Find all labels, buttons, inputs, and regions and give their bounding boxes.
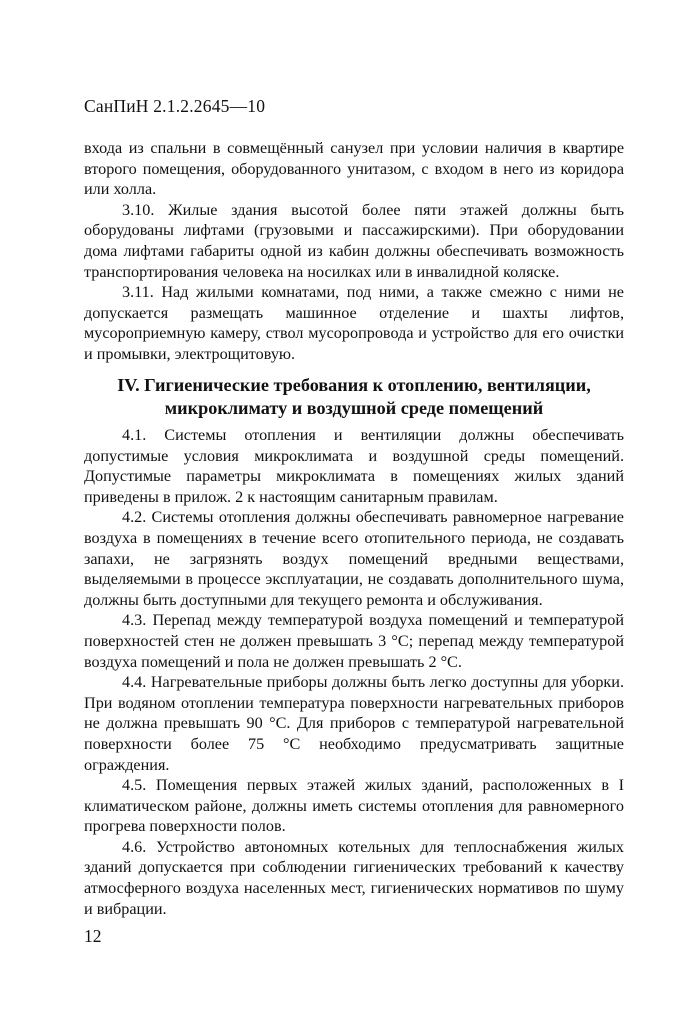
section-4-heading xyxy=(84,374,624,419)
paragraph-4-1: 4.1. Системы отопления и вентиляции должны обеспечивать допустимые условия микроклимата и воздушной среды помещений. Допустимые параметры микроклимата в помещениях жилых зданий приведены в прилож. 2 к настоящим санитарным правилам. xyxy=(84,426,624,506)
paragraph-4-5: 4.5. Помещения первых этажей жилых зданий, расположенных в I климатическом районе, должны иметь системы отопления для равномерного прогрева поверхности полов. xyxy=(84,776,624,836)
section-4-heading-line-2: микроклимату и воздушной среде помещений xyxy=(164,397,544,418)
paragraph-4-4: 4.4. Нагревательные приборы должны быть легко доступны для уборки. При водяном отоплении температура поверхности нагревательных приборов не должна превышать 90 °С. Для приборов с температурой нагревательной поверхности более 75 °С необходимо предусматривать защитные ограждения. xyxy=(84,673,624,774)
paragraph-4-2: 4.2. Системы отопления должны обеспечивать равномерное нагревание воздуха в помещениях в течение всего отопительного периода, не создавать запахи, не загрязнять воздух помещений вредными веществами, выделяемыми в процессе эксплуатации, не создавать дополнительного шума, должны быть доступными для текущего ремонта и обслуживания. xyxy=(84,508,624,609)
section-4-body xyxy=(84,425,624,919)
section-4-heading-line-1: IV. Гигиенические требования к отоплению, вентиляции, xyxy=(117,375,591,395)
paragraph-4-6: 4.6. Устройство автономных котельных для теплоснабжения жилых зданий допускается при соблюдении гигиенических требований к качеству атмосферного воздуха населенных мест, гигиенических нормативов по шуму и вибрации. xyxy=(84,837,624,918)
paragraph-3-9-continued: входа из спальни в совмещённый санузел при условии наличия в квартире второго помещения, оборудованного унитазом, с входом в него из коридора или холла. xyxy=(84,139,624,199)
page-number: 12 xyxy=(84,926,102,946)
section-3-continued xyxy=(84,138,624,365)
paragraph-3-10: 3.10. Жилые здания высотой более пяти этажей должны быть оборудованы лифтами (грузовыми и пассажирскими). При оборудовании дома лифтами габариты одной из кабин должны обеспечивать возможность транспортирования человека на носилках или в инвалидной коляске. xyxy=(84,200,624,281)
paragraph-3-11: 3.11. Над жилыми комнатами, под ними, а также смежно с ними не допускается размещать машинное отделение и шахты лифтов, мусороприемную камеру, ствол мусоропровода и устройство для его очистки и промывки, электрощитовую. xyxy=(84,283,624,363)
running-header: СанПиН 2.1.2.2645—10 xyxy=(84,96,266,116)
paragraph-4-3: 4.3. Перепад между температурой воздуха помещений и температурой поверхностей стен не должен превышать 3 °С; перепад между температурой воздуха помещений и пола не должен превышать 2 °С. xyxy=(84,611,624,671)
